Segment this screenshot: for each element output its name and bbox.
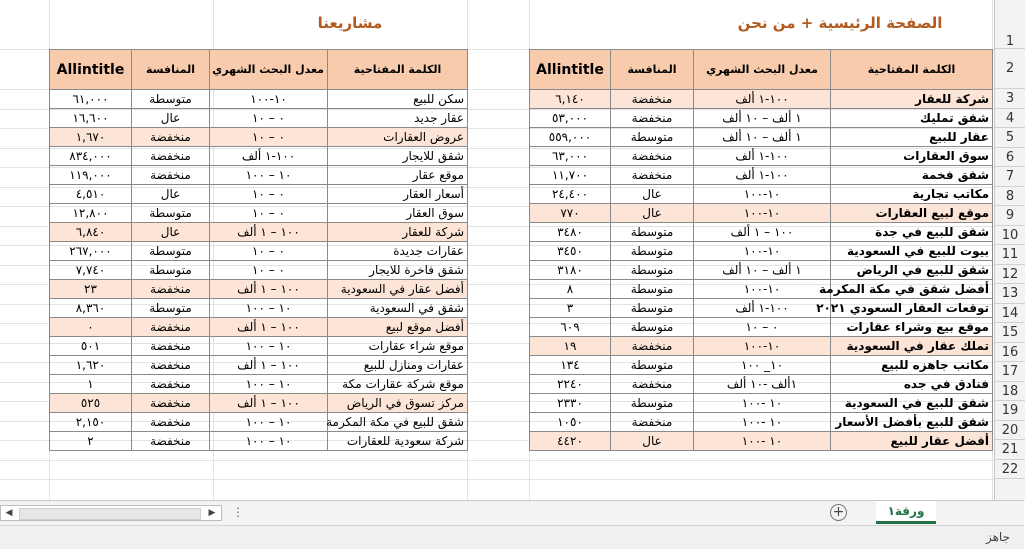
keyword-cell[interactable]: شركة للعقار (328, 223, 468, 242)
row-header[interactable]: 8 (995, 187, 1025, 207)
competition-cell[interactable]: عال (132, 109, 210, 128)
allintitle-cell[interactable]: ٤٤٢٠ (530, 432, 611, 451)
volume-cell[interactable]: ١٠٠-١ ألف (694, 299, 831, 318)
keyword-cell[interactable]: شقق للبيع في مكة المكرمة (328, 413, 468, 432)
allintitle-cell[interactable]: ٢٣ (50, 280, 132, 299)
keyword-cell[interactable]: شركة للعقار (831, 90, 993, 109)
header-keyword[interactable]: الكلمة المفتاحية (831, 50, 993, 90)
row-header[interactable]: 3 (995, 89, 1025, 109)
allintitle-cell[interactable]: ٣٤٨٠ (530, 223, 611, 242)
keyword-cell[interactable]: موقع عقار (328, 166, 468, 185)
keyword-cell[interactable]: سوق العقار (328, 204, 468, 223)
volume-cell[interactable]: ١ ألف – ١٠ ألف (694, 261, 831, 280)
keyword-cell[interactable]: عقارات جديدة (328, 242, 468, 261)
row-header[interactable]: 11 (995, 245, 1025, 265)
table-row (50, 337, 468, 356)
competition-cell[interactable]: منخفضة (132, 356, 210, 375)
competition-cell[interactable]: منخفضة (611, 413, 694, 432)
volume-cell[interactable]: ١ألف -١٠ ألف (694, 375, 831, 394)
table-row (50, 185, 468, 204)
table-row (530, 223, 993, 242)
allintitle-cell[interactable]: ٢٤,٤٠٠ (530, 185, 611, 204)
competition-cell[interactable]: متوسطة (132, 299, 210, 318)
table-row (50, 356, 468, 375)
allintitle-cell[interactable]: ١٩ (530, 337, 611, 356)
keyword-cell[interactable]: سكن للبيع (328, 90, 468, 109)
volume-cell[interactable]: ١٠٠ – ١ ألف (210, 356, 328, 375)
keyword-cell[interactable]: شقق للايجار (328, 147, 468, 166)
keyword-cell[interactable]: شقق فخمة (831, 166, 993, 185)
competition-cell[interactable]: متوسطة (611, 318, 694, 337)
table-row (50, 109, 468, 128)
volume-cell[interactable]: ١٠٠-١ ألف (694, 166, 831, 185)
volume-cell[interactable]: ١٠ -١٠٠ (694, 394, 831, 413)
competition-cell[interactable]: منخفضة (132, 337, 210, 356)
allintitle-cell[interactable]: ١٢,٨٠٠ (50, 204, 132, 223)
table-row (530, 318, 993, 337)
table-row (530, 128, 993, 147)
volume-cell[interactable]: ٠ – ١٠ (210, 242, 328, 261)
keyword-cell[interactable]: موقع بيع وشراء عقارات (831, 318, 993, 337)
row-header[interactable]: 6 (995, 148, 1025, 168)
header-monthly-volume[interactable]: معدل البحث الشهري (210, 50, 328, 90)
competition-cell[interactable]: متوسطة (611, 242, 694, 261)
allintitle-cell[interactable]: ٢ (50, 432, 132, 451)
competition-cell[interactable]: منخفضة (132, 394, 210, 413)
keyword-cell[interactable]: شقق للبيع بأفضل الأسعار (831, 413, 993, 432)
volume-cell[interactable]: ١٠٠ – ١ ألف (210, 394, 328, 413)
volume-cell[interactable]: ١٠ -١٠٠ (694, 432, 831, 451)
competition-cell[interactable]: منخفضة (132, 280, 210, 299)
keyword-cell[interactable]: سوق العقارات (831, 147, 993, 166)
competition-cell[interactable]: متوسطة (611, 128, 694, 147)
keyword-cell[interactable]: موقع لبيع العقارات (831, 204, 993, 223)
table-row (50, 432, 468, 451)
volume-cell[interactable]: ٠ – ١٠ (210, 185, 328, 204)
competition-cell[interactable]: متوسطة (132, 90, 210, 109)
allintitle-cell[interactable]: ١٣٤ (530, 356, 611, 375)
table-row (50, 299, 468, 318)
left-keyword-table (49, 49, 468, 451)
volume-cell[interactable]: ١٠٠ – ١ ألف (210, 280, 328, 299)
table-row (530, 394, 993, 413)
allintitle-cell[interactable]: ١,٦٧٠ (50, 128, 132, 147)
volume-cell[interactable]: ١٠ – ١٠٠ (210, 413, 328, 432)
keyword-cell[interactable]: شقق تمليك (831, 109, 993, 128)
keyword-cell[interactable]: عقار جديد (328, 109, 468, 128)
volume-cell[interactable]: ١٠-١٠٠ (210, 90, 328, 109)
row-header[interactable]: 1 (995, 0, 1025, 49)
table-row (50, 261, 468, 280)
keyword-cell[interactable]: مكاتب تجارية (831, 185, 993, 204)
volume-cell[interactable]: ١٠ – ١٠٠ (210, 375, 328, 394)
competition-cell[interactable]: منخفضة (611, 375, 694, 394)
row-header[interactable]: 17 (995, 362, 1025, 382)
row-header[interactable]: 22 (995, 460, 1025, 480)
competition-cell[interactable]: عال (611, 204, 694, 223)
keyword-cell[interactable]: توقعات العقار السعودي ٢٠٢١ (831, 299, 993, 318)
row-header[interactable]: 10 (995, 226, 1025, 246)
competition-cell[interactable]: منخفضة (132, 166, 210, 185)
table-row (530, 109, 993, 128)
allintitle-cell[interactable]: ١,٦٢٠ (50, 356, 132, 375)
row-gridline (0, 479, 995, 480)
table-row (50, 204, 468, 223)
header-allintitle[interactable]: Allintitle (50, 50, 132, 90)
row-header[interactable]: 20 (995, 421, 1025, 441)
allintitle-cell[interactable]: ٨,٣٦٠ (50, 299, 132, 318)
row-header[interactable]: 15 (995, 323, 1025, 343)
table-row (50, 413, 468, 432)
row-header[interactable]: 7 (995, 167, 1025, 187)
keyword-cell[interactable]: شركة سعودية للعقارات (328, 432, 468, 451)
table-row (50, 166, 468, 185)
competition-cell[interactable]: منخفضة (132, 147, 210, 166)
row-header[interactable]: 12 (995, 265, 1025, 285)
allintitle-cell[interactable]: ٧٧٠ (530, 204, 611, 223)
keyword-cell[interactable]: أفضل شقق في مكة المكرمة (831, 280, 993, 299)
allintitle-cell[interactable]: ٨٣٤,٠٠٠ (50, 147, 132, 166)
keyword-cell[interactable]: أفضل عقار في السعودية (328, 280, 468, 299)
header-keyword[interactable]: الكلمة المفتاحية (328, 50, 468, 90)
allintitle-cell[interactable]: ١ (50, 375, 132, 394)
left-table-title: مشاريعنا (317, 14, 383, 32)
keyword-cell[interactable]: فنادق في جده (831, 375, 993, 394)
volume-cell[interactable]: ١٠ – ١٠٠ (210, 166, 328, 185)
allintitle-cell[interactable]: ١٦,٦٠٠ (50, 109, 132, 128)
keyword-cell[interactable]: أسعار العقار (328, 185, 468, 204)
volume-cell[interactable]: ١٠ -١٠٠ (694, 413, 831, 432)
competition-cell[interactable]: منخفضة (611, 166, 694, 185)
horizontal-scrollbar[interactable] (0, 505, 222, 521)
table-row (530, 261, 993, 280)
competition-cell[interactable]: عال (132, 223, 210, 242)
competition-cell[interactable]: منخفضة (611, 109, 694, 128)
allintitle-cell[interactable]: ٧,٧٤٠ (50, 261, 132, 280)
table-row (50, 128, 468, 147)
keyword-cell[interactable]: بيوت للبيع في السعودية (831, 242, 993, 261)
volume-cell[interactable]: ١٠٠ – ١ ألف (210, 318, 328, 337)
right-keyword-table (529, 49, 993, 451)
competition-cell[interactable]: متوسطة (132, 204, 210, 223)
table-row (50, 375, 468, 394)
row-header[interactable]: 16 (995, 343, 1025, 363)
competition-cell[interactable]: متوسطة (611, 299, 694, 318)
row-header[interactable]: 5 (995, 128, 1025, 148)
table-row (530, 299, 993, 318)
left-table-header-row (50, 50, 468, 90)
keyword-cell[interactable]: أفضل عقار للبيع (831, 432, 993, 451)
competition-cell[interactable]: متوسطة (132, 261, 210, 280)
competition-cell[interactable]: عال (132, 185, 210, 204)
competition-cell[interactable]: متوسطة (611, 356, 694, 375)
competition-cell[interactable]: عال (611, 432, 694, 451)
allintitle-cell[interactable]: ٢,١٥٠ (50, 413, 132, 432)
allintitle-cell[interactable]: ٣ (530, 299, 611, 318)
table-row (50, 147, 468, 166)
scroll-split-handle-icon[interactable]: ⋮ (232, 505, 244, 519)
competition-cell[interactable]: منخفضة (132, 432, 210, 451)
table-row (530, 280, 993, 299)
allintitle-cell[interactable]: ٤,٥١٠ (50, 185, 132, 204)
allintitle-cell[interactable]: ٥٣,٠٠٠ (530, 109, 611, 128)
allintitle-cell[interactable]: ٦١,٠٠٠ (50, 90, 132, 109)
header-competition[interactable]: المنافسة (611, 50, 694, 90)
keyword-cell[interactable]: عروض العقارات (328, 128, 468, 147)
competition-cell[interactable]: منخفضة (132, 413, 210, 432)
row-gridline (0, 460, 995, 461)
allintitle-cell[interactable]: ٨ (530, 280, 611, 299)
allintitle-cell[interactable]: ١١,٧٠٠ (530, 166, 611, 185)
status-ready-text: جاهز (985, 530, 1010, 544)
allintitle-cell[interactable]: ١٠٥٠ (530, 413, 611, 432)
competition-cell[interactable]: منخفضة (611, 147, 694, 166)
competition-cell[interactable]: متوسطة (132, 242, 210, 261)
volume-cell[interactable]: ٠ – ١٠ (210, 204, 328, 223)
allintitle-cell[interactable]: ٢٦٧,٠٠٠ (50, 242, 132, 261)
volume-cell[interactable]: ١٠ – ١٠٠ (210, 337, 328, 356)
keyword-cell[interactable]: تملك عقار في السعودية (831, 337, 993, 356)
allintitle-cell[interactable]: ٣١٨٠ (530, 261, 611, 280)
volume-cell[interactable]: ١٠-١٠٠ (694, 280, 831, 299)
volume-cell[interactable]: ١٠-١٠٠ (694, 204, 831, 223)
volume-cell[interactable]: ١ ألف – ١٠ ألف (694, 128, 831, 147)
row-header[interactable]: 2 (995, 49, 1025, 89)
table-row (530, 242, 993, 261)
keyword-cell[interactable]: شقق للبيع في الرياض (831, 261, 993, 280)
volume-cell[interactable]: ٠ – ١٠ (694, 318, 831, 337)
competition-cell[interactable]: متوسطة (611, 223, 694, 242)
volume-cell[interactable]: ١٠٠-١ ألف (694, 147, 831, 166)
right-table-title: الصفحة الرئيسية + من نحن (737, 14, 943, 32)
keyword-cell[interactable]: شقق في السعودية (328, 299, 468, 318)
volume-cell[interactable]: ١٠-١٠٠ (694, 337, 831, 356)
volume-cell[interactable]: ٠ – ١٠ (210, 261, 328, 280)
row-header[interactable]: 13 (995, 284, 1025, 304)
row-header[interactable]: 9 (995, 206, 1025, 226)
table-row (50, 280, 468, 299)
competition-cell[interactable]: عال (611, 185, 694, 204)
allintitle-cell[interactable]: ١١٩,٠٠٠ (50, 166, 132, 185)
table-row (530, 356, 993, 375)
allintitle-cell[interactable]: ٢٣٣٠ (530, 394, 611, 413)
allintitle-cell[interactable]: ٣٤٥٠ (530, 242, 611, 261)
keyword-cell[interactable]: أفضل موقع لبيع (328, 318, 468, 337)
table-row (530, 337, 993, 356)
volume-cell[interactable]: ١٠٠-١ ألف (694, 90, 831, 109)
table-row (530, 413, 993, 432)
status-bar (0, 525, 1024, 549)
right-table-header-row (530, 50, 993, 90)
table-row (530, 375, 993, 394)
volume-cell[interactable]: ١٠_ ١٠٠ (694, 356, 831, 375)
competition-cell[interactable]: منخفضة (132, 318, 210, 337)
allintitle-cell[interactable]: ٠ (50, 318, 132, 337)
allintitle-cell[interactable]: ٢٢٤٠ (530, 375, 611, 394)
header-competition[interactable]: المنافسة (132, 50, 210, 90)
volume-cell[interactable]: ١٠-١٠٠ (694, 185, 831, 204)
volume-cell[interactable]: ١ ألف – ١٠ ألف (694, 109, 831, 128)
competition-cell[interactable]: متوسطة (611, 394, 694, 413)
table-row (50, 90, 468, 109)
volume-cell[interactable]: ١٠-١٠٠ (694, 242, 831, 261)
table-row (50, 318, 468, 337)
table-row (530, 166, 993, 185)
keyword-cell[interactable]: شقق للبيع في السعودية (831, 394, 993, 413)
volume-cell[interactable]: ٠ – ١٠ (210, 128, 328, 147)
competition-cell[interactable]: منخفضة (611, 337, 694, 356)
row-header[interactable]: 14 (995, 304, 1025, 324)
allintitle-cell[interactable]: ٥٥٩,٠٠٠ (530, 128, 611, 147)
volume-cell[interactable]: ١٠ – ١٠٠ (210, 432, 328, 451)
row-headers (994, 0, 1025, 500)
table-row (530, 432, 993, 451)
sheet-tab-bar (0, 500, 1024, 525)
row-header[interactable]: 18 (995, 382, 1025, 402)
keyword-cell[interactable]: موقع شراء عقارات (328, 337, 468, 356)
keyword-cell[interactable]: عقار للبيع (831, 128, 993, 147)
volume-cell[interactable]: ١٠٠-١ ألف (210, 147, 328, 166)
keyword-cell[interactable]: شقق للبيع في جدة (831, 223, 993, 242)
table-row (530, 204, 993, 223)
row-header[interactable]: 21 (995, 440, 1025, 460)
header-allintitle[interactable]: Allintitle (530, 50, 611, 90)
sheet-tab[interactable]: ورقة١ (876, 501, 936, 524)
table-row (50, 223, 468, 242)
allintitle-cell[interactable]: ٦,١٤٠ (530, 90, 611, 109)
competition-cell[interactable]: منخفضة (611, 90, 694, 109)
keyword-cell[interactable]: مركز تسوق في الرياض (328, 394, 468, 413)
competition-cell[interactable]: متوسطة (611, 280, 694, 299)
table-row (530, 147, 993, 166)
allintitle-cell[interactable]: ٥٢٥ (50, 394, 132, 413)
allintitle-cell[interactable]: ٥٠١ (50, 337, 132, 356)
add-sheet-button[interactable]: + (830, 504, 847, 521)
volume-cell[interactable]: ٠ – ١٠ (210, 109, 328, 128)
header-monthly-volume[interactable]: معدل البحث الشهري (694, 50, 831, 90)
allintitle-cell[interactable]: ٦,٨٤٠ (50, 223, 132, 242)
allintitle-cell[interactable]: ٦٠٩ (530, 318, 611, 337)
competition-cell[interactable]: متوسطة (611, 261, 694, 280)
scroll-right-arrow-icon[interactable]: ▶ (208, 508, 216, 518)
competition-cell[interactable]: منخفضة (132, 375, 210, 394)
volume-cell[interactable]: ١٠ – ١٠٠ (210, 299, 328, 318)
keyword-cell[interactable]: موقع شركة عقارات مكة (328, 375, 468, 394)
keyword-cell[interactable]: مكاتب جاهزه للبيع (831, 356, 993, 375)
keyword-cell[interactable]: عقارات ومنازل للبيع (328, 356, 468, 375)
row-header[interactable]: 19 (995, 401, 1025, 421)
table-row (530, 185, 993, 204)
volume-cell[interactable]: ١٠٠ – ١ ألف (694, 223, 831, 242)
scroll-thumb[interactable] (19, 508, 201, 520)
competition-cell[interactable]: منخفضة (132, 128, 210, 147)
row-header[interactable]: 4 (995, 109, 1025, 129)
table-row (50, 242, 468, 261)
volume-cell[interactable]: ١٠٠ – ١ ألف (210, 223, 328, 242)
scroll-left-arrow-icon[interactable]: ◀ (5, 508, 13, 518)
table-row (50, 394, 468, 413)
keyword-cell[interactable]: شقق فاخرة للايجار (328, 261, 468, 280)
allintitle-cell[interactable]: ٦٣,٠٠٠ (530, 147, 611, 166)
table-row (530, 90, 993, 109)
